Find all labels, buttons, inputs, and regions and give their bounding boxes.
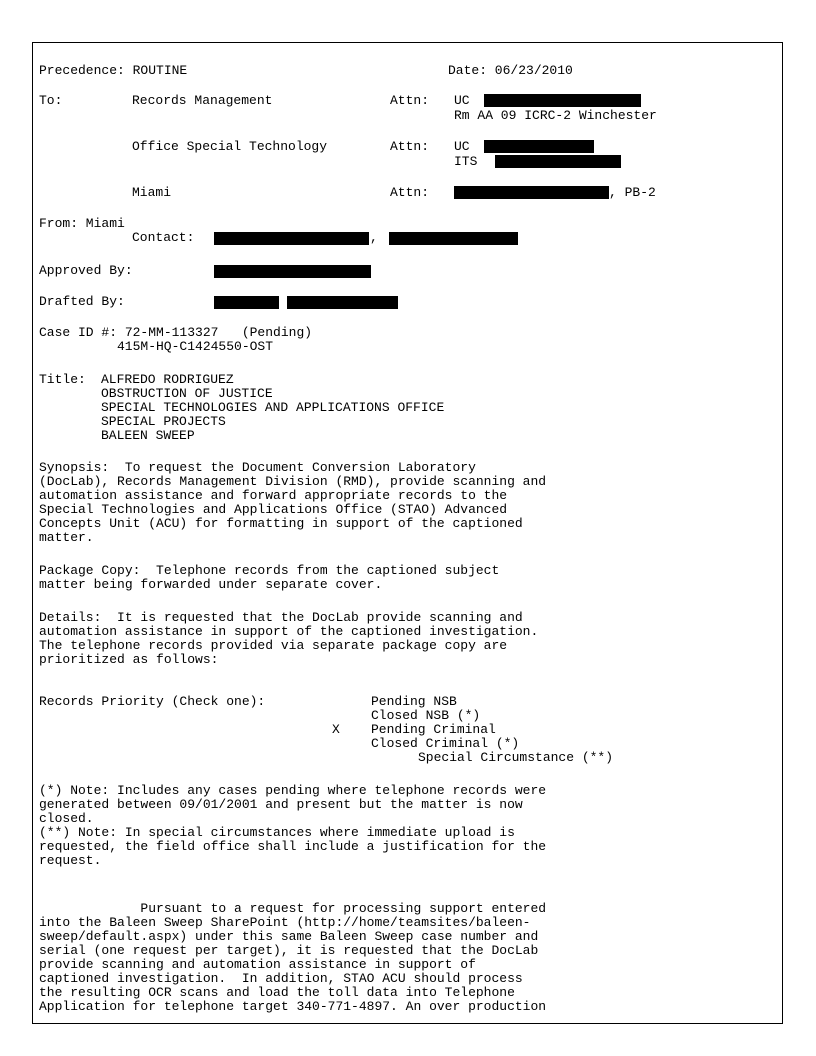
note-line: generated between 09/01/2001 and present but the matter is now — [39, 797, 523, 812]
body-line: into the Baleen Sweep SharePoint (http://home/teamsites/baleen- — [39, 915, 531, 930]
case-id-line-2: 415M-HQ-C1424550-OST — [117, 339, 274, 354]
contact-separator: , — [370, 230, 378, 245]
redaction-box — [287, 296, 398, 309]
redaction-box — [214, 265, 371, 278]
date-line: Date: 06/23/2010 — [448, 63, 573, 78]
title-label: Title: — [39, 372, 86, 387]
approved-by-label: Approved By: — [39, 263, 133, 278]
priority-option-closed-nsb: Closed NSB (*) — [371, 708, 481, 723]
synopsis-line: Special Technologies and Applications Office (STAO) Advanced — [39, 502, 508, 517]
priority-option-special-circumstance: Special Circumstance (**) — [418, 750, 614, 765]
redaction-box — [389, 232, 518, 245]
redaction-box — [484, 94, 641, 107]
title-line: BALEEN SWEEP — [101, 428, 195, 443]
details-line: The telephone records provided via separate package copy are — [39, 638, 508, 653]
package-copy-line: matter being forwarded under separate cover. — [39, 577, 383, 592]
attn-room: Rm AA 09 ICRC-2 Winchester — [454, 108, 657, 123]
drafted-by-label: Drafted By: — [39, 294, 125, 309]
body-line: the resulting OCR scans and load the toll data into Telephone — [39, 985, 515, 1000]
note-line: (*) Note: Includes any cases pending where telephone records were — [39, 783, 547, 798]
to-office-special-technology: Office Special Technology — [132, 139, 328, 154]
body-line: Application for telephone target 340-771-4897. An over production — [39, 999, 547, 1014]
redaction-box — [214, 232, 369, 245]
records-priority-label: Records Priority (Check one): — [39, 694, 266, 709]
synopsis-line: Concepts Unit (ACU) for formatting in support of the captioned — [39, 516, 523, 531]
priority-check-mark: X — [332, 722, 340, 737]
priority-option-pending-criminal: Pending Criminal — [371, 722, 496, 737]
note-line: (**) Note: In special circumstances where immediate upload is — [39, 825, 515, 840]
body-line: captioned investigation. In addition, STAO ACU should process — [39, 971, 523, 986]
synopsis-line: Synopsis: To request the Document Conversion Laboratory — [39, 460, 476, 475]
title-line: OBSTRUCTION OF JUSTICE — [101, 386, 273, 401]
attn-label: Attn: — [390, 139, 430, 154]
title-line: ALFREDO RODRIGUEZ — [101, 372, 234, 387]
to-office-records-management: Records Management — [132, 93, 273, 108]
attn-label: Attn: — [390, 185, 430, 200]
redaction-box — [495, 155, 621, 168]
attn-suffix: , PB-2 — [609, 185, 656, 200]
synopsis-line: automation assistance and forward appropriate records to the — [39, 488, 508, 503]
body-line: provide scanning and automation assistance in support of — [39, 957, 476, 972]
title-line: SPECIAL PROJECTS — [101, 414, 226, 429]
note-line: closed. — [39, 811, 94, 826]
redaction-box — [454, 186, 609, 199]
to-office-miami: Miami — [132, 185, 172, 200]
case-id-line: Case ID #: 72-MM-113327 (Pending) — [39, 325, 313, 340]
synopsis-line: (DocLab), Records Management Division (RMD), provide scanning and — [39, 474, 547, 489]
title-line: SPECIAL TECHNOLOGIES AND APPLICATIONS OFFICE — [101, 400, 445, 415]
synopsis-line: matter. — [39, 530, 94, 545]
note-line: requested, the field office shall include a justification for the — [39, 839, 547, 854]
priority-option-pending-nsb: Pending NSB — [371, 694, 457, 709]
from-line: From: Miami — [39, 216, 125, 231]
attn-label: Attn: — [390, 93, 430, 108]
body-line: sweep/default.aspx) under this same Baleen Sweep case number and — [39, 929, 539, 944]
details-line: Details: It is requested that the DocLab provide scanning and — [39, 610, 523, 625]
body-line: Pursuant to a request for processing support entered — [39, 901, 547, 916]
priority-option-closed-criminal: Closed Criminal (*) — [371, 736, 520, 751]
details-line: automation assistance in support of the captioned investigation. — [39, 624, 539, 639]
attn-value: UC — [454, 139, 470, 154]
package-copy-line: Package Copy: Telephone records from the captioned subject — [39, 563, 500, 578]
to-label: To: — [39, 93, 63, 108]
redaction-box — [484, 140, 594, 153]
body-line: serial (one request per target), it is requested that the DocLab — [39, 943, 539, 958]
attn-value: UC — [454, 93, 470, 108]
document-page — [32, 42, 783, 1024]
contact-label: Contact: — [132, 230, 195, 245]
attn-its: ITS — [454, 154, 478, 169]
details-line: prioritized as follows: — [39, 652, 219, 667]
precedence-line: Precedence: ROUTINE — [39, 63, 188, 78]
redaction-box — [214, 296, 279, 309]
note-line: request. — [39, 853, 102, 868]
